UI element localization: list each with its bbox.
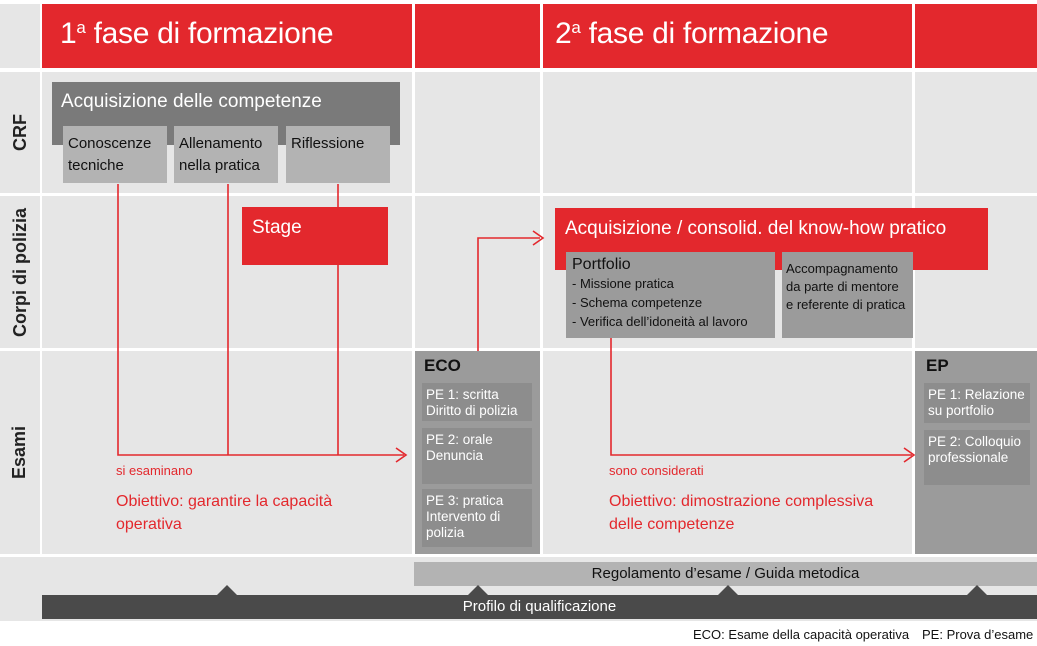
crf-sub-conoscenze: Conoscenze tecniche [63,126,167,183]
portfolio-item: - Schema competenze [572,295,703,310]
connector-line [478,238,540,351]
right-small-label: sono considerati [609,463,704,478]
eco-title: ECO [424,356,461,375]
ep-title: EP [926,356,949,375]
acquisizione-box: Acquisizione / consolid. del know-how pratico [555,208,988,270]
profile-notch [967,585,987,595]
right-goal-text: Obiettivo: dimostrazione complessiva delle competenze [609,493,874,533]
profile-notch [217,585,237,595]
legend-eco: ECO: Esame della capacità operativa [693,627,910,642]
eco-pe2: PE 2: orale Denuncia [422,428,532,484]
phase1-title: 1$^a$ fase di formazione [60,17,334,50]
connector-line [611,338,912,455]
stage-box: Stage [242,207,388,265]
profile-notch [468,585,488,595]
crf-sub-riflessione: Riflessione [286,126,390,183]
row-label-corpi: Corpi di polizia [0,196,40,348]
connector-line [118,184,404,455]
regolamento-bar: Regolamento d’esame / Guida metodica [414,562,1037,586]
accompagnamento-box: Accompagnamento da parte di mentore e referente di pratica [782,252,913,338]
row-label-crf: CRF [0,72,40,193]
portfolio-item: - Missione pratica [572,276,674,291]
crf-sub-allenamento: Allenamento nella pratica [174,126,278,183]
profilo-bar: Profilo di qualificazione [42,595,1037,619]
left-small-label: si esaminano [116,463,193,478]
profile-notch [718,585,738,595]
portfolio-item: - Verifica dell’idoneità al lavoro [572,314,748,329]
left-goal-text: Obiettivo: garantire la capacità operativa [116,493,333,533]
ep-pe1: PE 1: Relazione su portfolio [924,383,1030,423]
eco-pe3: PE 3: pratica Intervento di polizia [422,489,532,547]
competenze-title: Acquisizione delle competenze [61,91,322,112]
eco-pe1: PE 1: scritta Diritto di polizia [422,383,532,421]
phase2-title: 2$^a$ fase di formazione [555,17,829,50]
row-label-esami: Esami [0,351,40,554]
portfolio-title: Portfolio [572,256,631,273]
legend-pe: PE: Prova d’esame [922,627,1034,642]
ep-pe2: PE 2: Colloquio professionale [924,430,1030,485]
